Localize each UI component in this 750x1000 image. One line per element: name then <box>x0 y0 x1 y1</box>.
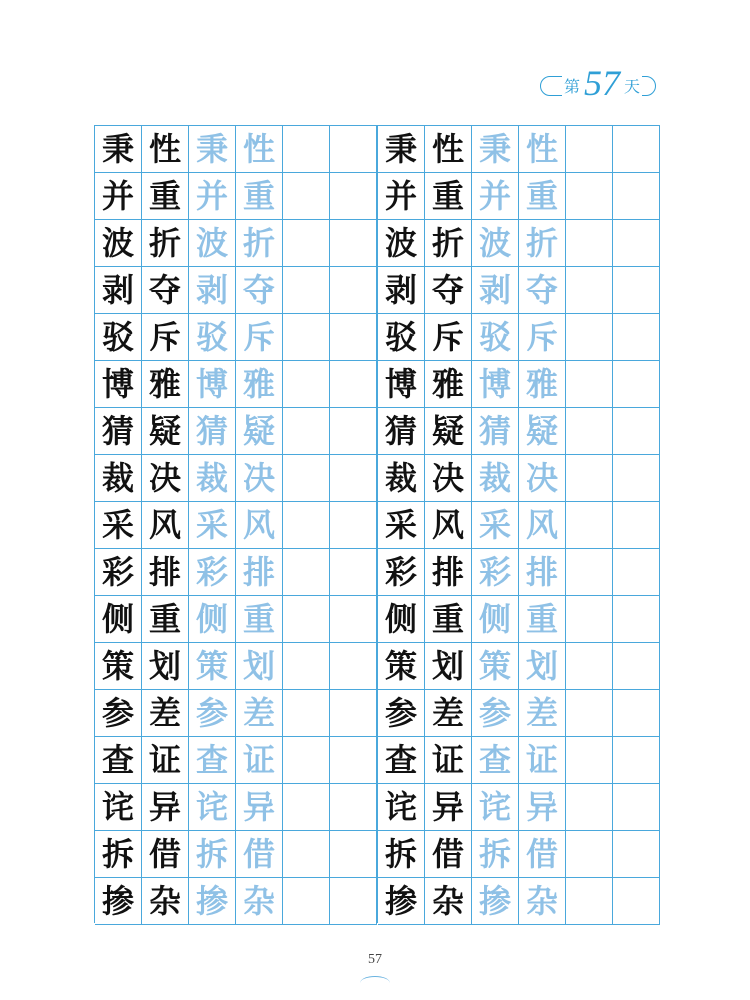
left-model-char-2: 夺 <box>142 267 189 314</box>
right-trace-char-2: 划 <box>519 643 566 690</box>
right-blank-cell <box>613 690 660 737</box>
left-model-char-2: 差 <box>142 690 189 737</box>
page-number-arc <box>360 976 390 990</box>
right-trace-char-1: 查 <box>472 737 519 784</box>
right-model-char-1: 采 <box>378 502 425 549</box>
left-trace-char-1: 拆 <box>189 831 236 878</box>
left-blank-cell <box>330 737 377 784</box>
left-trace-char-1: 博 <box>189 361 236 408</box>
right-trace-char-2: 杂 <box>519 878 566 925</box>
left-blank-cell <box>283 831 330 878</box>
right-blank-cell <box>613 220 660 267</box>
right-model-char-1: 并 <box>378 173 425 220</box>
right-trace-char-2: 差 <box>519 690 566 737</box>
left-blank-cell <box>283 502 330 549</box>
right-trace-char-2: 借 <box>519 831 566 878</box>
left-blank-cell <box>330 267 377 314</box>
left-trace-char-1: 驳 <box>189 314 236 361</box>
right-blank-cell <box>613 502 660 549</box>
left-model-char-1: 驳 <box>95 314 142 361</box>
right-model-char-2: 划 <box>425 643 472 690</box>
left-blank-cell <box>330 831 377 878</box>
right-model-char-1: 查 <box>378 737 425 784</box>
right-blank-cell <box>613 643 660 690</box>
left-model-char-1: 彩 <box>95 549 142 596</box>
right-model-char-1: 驳 <box>378 314 425 361</box>
right-blank-cell <box>613 314 660 361</box>
right-blank-cell <box>566 502 613 549</box>
right-model-char-2: 重 <box>425 173 472 220</box>
right-trace-char-1: 裁 <box>472 455 519 502</box>
right-blank-cell <box>566 173 613 220</box>
right-model-char-1: 侧 <box>378 596 425 643</box>
day-number: 57 <box>584 63 620 103</box>
left-blank-cell <box>330 549 377 596</box>
right-model-char-2: 雅 <box>425 361 472 408</box>
left-model-char-2: 风 <box>142 502 189 549</box>
left-trace-char-2: 风 <box>236 502 283 549</box>
right-trace-char-1: 猜 <box>472 408 519 455</box>
right-blank-cell <box>566 643 613 690</box>
right-trace-char-2: 决 <box>519 455 566 502</box>
left-blank-cell <box>283 173 330 220</box>
right-blank-cell <box>566 314 613 361</box>
left-model-char-2: 证 <box>142 737 189 784</box>
day-badge-label <box>546 63 658 104</box>
right-model-char-1: 猜 <box>378 408 425 455</box>
left-trace-char-2: 排 <box>236 549 283 596</box>
right-blank-cell <box>613 361 660 408</box>
right-blank-cell <box>566 596 613 643</box>
right-blank-cell <box>566 549 613 596</box>
left-trace-char-2: 异 <box>236 784 283 831</box>
right-trace-char-1: 策 <box>472 643 519 690</box>
right-blank-cell <box>566 455 613 502</box>
right-model-char-2: 折 <box>425 220 472 267</box>
right-blank-cell <box>613 126 660 173</box>
left-trace-char-1: 采 <box>189 502 236 549</box>
left-blank-cell <box>283 314 330 361</box>
left-blank-cell <box>283 408 330 455</box>
left-blank-cell <box>283 549 330 596</box>
left-trace-char-2: 疑 <box>236 408 283 455</box>
left-model-char-2: 重 <box>142 596 189 643</box>
right-trace-char-1: 掺 <box>472 878 519 925</box>
left-blank-cell <box>283 878 330 925</box>
right-blank-cell <box>566 126 613 173</box>
right-blank-cell <box>566 361 613 408</box>
left-blank-cell <box>330 596 377 643</box>
right-model-char-2: 斥 <box>425 314 472 361</box>
left-model-char-1: 采 <box>95 502 142 549</box>
left-blank-cell <box>330 690 377 737</box>
left-model-char-2: 排 <box>142 549 189 596</box>
left-blank-cell <box>330 173 377 220</box>
right-trace-char-2: 异 <box>519 784 566 831</box>
right-trace-char-1: 拆 <box>472 831 519 878</box>
left-model-char-2: 划 <box>142 643 189 690</box>
left-trace-char-2: 重 <box>236 173 283 220</box>
left-model-char-1: 侧 <box>95 596 142 643</box>
left-trace-char-2: 重 <box>236 596 283 643</box>
right-model-char-1: 波 <box>378 220 425 267</box>
left-model-char-2: 斥 <box>142 314 189 361</box>
left-model-char-1: 波 <box>95 220 142 267</box>
left-model-char-1: 博 <box>95 361 142 408</box>
right-trace-char-1: 并 <box>472 173 519 220</box>
left-trace-char-1: 侧 <box>189 596 236 643</box>
right-blank-cell <box>613 455 660 502</box>
left-blank-cell <box>283 220 330 267</box>
right-blank-cell <box>613 737 660 784</box>
right-model-char-2: 重 <box>425 596 472 643</box>
practice-grid-left <box>94 125 377 923</box>
left-model-char-1: 秉 <box>95 126 142 173</box>
right-model-char-1: 剥 <box>378 267 425 314</box>
right-blank-cell <box>566 784 613 831</box>
right-trace-char-2: 排 <box>519 549 566 596</box>
right-trace-char-2: 性 <box>519 126 566 173</box>
left-model-char-2: 性 <box>142 126 189 173</box>
right-trace-char-1: 诧 <box>472 784 519 831</box>
left-blank-cell <box>330 361 377 408</box>
left-blank-cell <box>330 502 377 549</box>
right-blank-cell <box>566 690 613 737</box>
left-model-char-1: 并 <box>95 173 142 220</box>
left-trace-char-1: 猜 <box>189 408 236 455</box>
left-blank-cell <box>283 737 330 784</box>
right-model-char-2: 差 <box>425 690 472 737</box>
right-trace-char-2: 重 <box>519 596 566 643</box>
right-blank-cell <box>613 878 660 925</box>
left-model-char-1: 裁 <box>95 455 142 502</box>
left-blank-cell <box>330 126 377 173</box>
left-blank-cell <box>330 408 377 455</box>
left-trace-char-1: 查 <box>189 737 236 784</box>
left-trace-char-2: 划 <box>236 643 283 690</box>
left-blank-cell <box>330 784 377 831</box>
left-blank-cell <box>283 784 330 831</box>
right-blank-cell <box>613 173 660 220</box>
left-trace-char-1: 彩 <box>189 549 236 596</box>
left-trace-char-2: 折 <box>236 220 283 267</box>
left-blank-cell <box>330 643 377 690</box>
page-number: 57 <box>368 952 382 967</box>
right-model-char-2: 决 <box>425 455 472 502</box>
left-trace-char-1: 波 <box>189 220 236 267</box>
right-model-char-1: 策 <box>378 643 425 690</box>
left-model-char-2: 异 <box>142 784 189 831</box>
right-trace-char-1: 侧 <box>472 596 519 643</box>
left-trace-char-2: 杂 <box>236 878 283 925</box>
practice-grid-right <box>377 125 660 923</box>
right-model-char-2: 杂 <box>425 878 472 925</box>
right-model-char-2: 夺 <box>425 267 472 314</box>
right-trace-char-1: 采 <box>472 502 519 549</box>
right-blank-cell <box>566 831 613 878</box>
left-model-char-1: 剥 <box>95 267 142 314</box>
left-trace-char-2: 证 <box>236 737 283 784</box>
left-blank-cell <box>283 267 330 314</box>
right-model-char-1: 彩 <box>378 549 425 596</box>
left-model-char-2: 疑 <box>142 408 189 455</box>
left-trace-char-1: 参 <box>189 690 236 737</box>
left-blank-cell <box>283 455 330 502</box>
left-blank-cell <box>330 878 377 925</box>
right-model-char-1: 裁 <box>378 455 425 502</box>
right-trace-char-1: 波 <box>472 220 519 267</box>
left-trace-char-1: 策 <box>189 643 236 690</box>
right-trace-char-1: 参 <box>472 690 519 737</box>
left-trace-char-1: 裁 <box>189 455 236 502</box>
left-model-char-1: 拆 <box>95 831 142 878</box>
right-trace-char-2: 证 <box>519 737 566 784</box>
left-trace-char-1: 掺 <box>189 878 236 925</box>
right-blank-cell <box>566 220 613 267</box>
right-model-char-2: 异 <box>425 784 472 831</box>
right-blank-cell <box>613 549 660 596</box>
practice-sheet <box>94 125 660 923</box>
right-model-char-2: 风 <box>425 502 472 549</box>
right-blank-cell <box>566 267 613 314</box>
left-trace-char-2: 夺 <box>236 267 283 314</box>
right-model-char-2: 借 <box>425 831 472 878</box>
right-trace-char-2: 雅 <box>519 361 566 408</box>
left-trace-char-2: 斥 <box>236 314 283 361</box>
left-blank-cell <box>283 643 330 690</box>
left-trace-char-2: 差 <box>236 690 283 737</box>
right-model-char-2: 性 <box>425 126 472 173</box>
left-model-char-2: 折 <box>142 220 189 267</box>
day-suffix: 天 <box>622 74 642 97</box>
left-trace-char-2: 雅 <box>236 361 283 408</box>
right-trace-char-2: 疑 <box>519 408 566 455</box>
left-blank-cell <box>330 455 377 502</box>
left-trace-char-1: 诧 <box>189 784 236 831</box>
right-trace-char-2: 斥 <box>519 314 566 361</box>
day-badge <box>540 63 658 104</box>
right-blank-cell <box>613 784 660 831</box>
day-prefix: 第 <box>562 74 582 97</box>
left-model-char-1: 策 <box>95 643 142 690</box>
left-model-char-1: 参 <box>95 690 142 737</box>
right-trace-char-1: 剥 <box>472 267 519 314</box>
left-trace-char-1: 秉 <box>189 126 236 173</box>
right-model-char-1: 秉 <box>378 126 425 173</box>
right-trace-char-2: 折 <box>519 220 566 267</box>
left-model-char-2: 重 <box>142 173 189 220</box>
right-blank-cell <box>613 831 660 878</box>
right-trace-char-1: 博 <box>472 361 519 408</box>
right-blank-cell <box>566 408 613 455</box>
right-model-char-2: 疑 <box>425 408 472 455</box>
left-trace-char-1: 并 <box>189 173 236 220</box>
right-trace-char-1: 驳 <box>472 314 519 361</box>
right-model-char-2: 排 <box>425 549 472 596</box>
right-model-char-1: 掺 <box>378 878 425 925</box>
right-blank-cell <box>613 408 660 455</box>
left-model-char-2: 借 <box>142 831 189 878</box>
right-model-char-1: 参 <box>378 690 425 737</box>
left-blank-cell <box>283 596 330 643</box>
left-model-char-1: 诧 <box>95 784 142 831</box>
left-blank-cell <box>330 220 377 267</box>
right-trace-char-2: 风 <box>519 502 566 549</box>
left-model-char-2: 雅 <box>142 361 189 408</box>
left-model-char-2: 杂 <box>142 878 189 925</box>
right-trace-char-2: 夺 <box>519 267 566 314</box>
left-trace-char-2: 借 <box>236 831 283 878</box>
left-model-char-1: 掺 <box>95 878 142 925</box>
right-trace-char-1: 秉 <box>472 126 519 173</box>
right-model-char-1: 拆 <box>378 831 425 878</box>
left-blank-cell <box>283 126 330 173</box>
right-model-char-2: 证 <box>425 737 472 784</box>
left-blank-cell <box>283 361 330 408</box>
left-trace-char-1: 剥 <box>189 267 236 314</box>
right-model-char-1: 博 <box>378 361 425 408</box>
right-blank-cell <box>566 737 613 784</box>
right-trace-char-2: 重 <box>519 173 566 220</box>
left-trace-char-2: 决 <box>236 455 283 502</box>
right-blank-cell <box>613 596 660 643</box>
left-blank-cell <box>330 314 377 361</box>
left-model-char-1: 猜 <box>95 408 142 455</box>
left-trace-char-2: 性 <box>236 126 283 173</box>
right-model-char-1: 诧 <box>378 784 425 831</box>
left-blank-cell <box>283 690 330 737</box>
left-model-char-1: 查 <box>95 737 142 784</box>
left-model-char-2: 决 <box>142 455 189 502</box>
right-blank-cell <box>613 267 660 314</box>
right-blank-cell <box>566 878 613 925</box>
right-trace-char-1: 彩 <box>472 549 519 596</box>
